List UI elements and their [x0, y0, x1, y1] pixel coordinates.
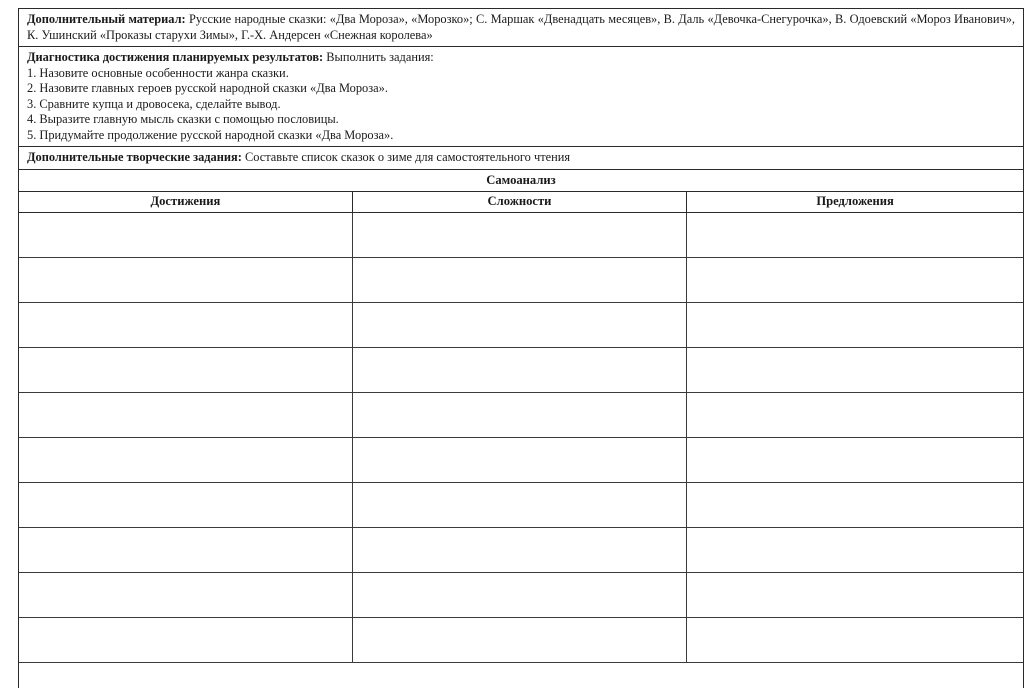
table-cell[interactable] — [19, 617, 352, 662]
table-cell[interactable] — [352, 482, 686, 527]
table-cell[interactable] — [19, 527, 352, 572]
table-cell[interactable] — [352, 572, 686, 617]
table-row — [19, 212, 1023, 257]
table-cell[interactable] — [687, 437, 1023, 482]
diagnostics-task-list — [27, 66, 1015, 144]
table-row — [19, 482, 1023, 527]
table-cell[interactable] — [19, 212, 352, 257]
self-analysis-title: Самоанализ — [19, 170, 1023, 192]
table-cell[interactable] — [352, 257, 686, 302]
table-cell[interactable] — [687, 212, 1023, 257]
table-cell[interactable] — [687, 527, 1023, 572]
table-cell[interactable] — [352, 617, 686, 662]
table-row — [19, 347, 1023, 392]
task-item: 3. Сравните купца и дровосека, сделайте вывод. — [27, 96, 281, 111]
table-cell[interactable] — [687, 257, 1023, 302]
table-row — [19, 257, 1023, 302]
additional-material-text: Русские народные сказки: «Два Мороза», «Морозко»; С. Маршак «Двенадцать месяцев», В. Даль «Девочка-Снегурочка», В. Одоевский «Мороз Иванович», К. Ушинский «Проказы старухи Зимы», Г.-Х. Андерсен «Снежная королева» — [27, 12, 1015, 42]
table-cell[interactable] — [19, 482, 352, 527]
table-cell[interactable] — [19, 257, 352, 302]
table-cell[interactable] — [352, 302, 686, 347]
column-header-achievements: Достижения — [19, 192, 352, 213]
diagnostics-section — [19, 47, 1023, 147]
table-cell[interactable] — [352, 212, 686, 257]
task-item: 4. Выразите главную мысль сказки с помощью пословицы. — [27, 112, 339, 126]
task-item: 1. Назовите основные особенности жанра сказки. — [27, 65, 289, 80]
table-cell[interactable] — [352, 347, 686, 392]
lesson-plan-sheet — [18, 8, 1024, 688]
table-cell[interactable] — [687, 572, 1023, 617]
diagnostics-intro: Выполнить задания: — [323, 50, 434, 64]
table-cell[interactable] — [687, 482, 1023, 527]
column-header-suggestions: Предложения — [687, 192, 1023, 213]
additional-material-section — [19, 9, 1023, 47]
table-cell[interactable] — [352, 392, 686, 437]
table-row — [19, 527, 1023, 572]
table-cell[interactable] — [19, 347, 352, 392]
additional-material-label: Дополнительный материал: — [27, 12, 186, 26]
table-cell[interactable] — [687, 392, 1023, 437]
table-row — [19, 572, 1023, 617]
table-cell[interactable] — [352, 527, 686, 572]
creative-tasks-section — [19, 147, 1023, 170]
task-item: 5. Придумайте продолжение русской народной сказки «Два Мороза». — [27, 127, 394, 142]
table-cell[interactable] — [19, 437, 352, 482]
table-row — [19, 617, 1023, 662]
column-header-difficulties: Сложности — [352, 192, 686, 213]
task-item: 2. Назовите главных героев русской народной сказки «Два Мороза». — [27, 81, 388, 95]
table-cell[interactable] — [19, 392, 352, 437]
table-row — [19, 392, 1023, 437]
self-analysis-table — [19, 192, 1023, 663]
table-cell[interactable] — [687, 617, 1023, 662]
table-row — [19, 302, 1023, 347]
creative-tasks-label: Дополнительные творческие задания: — [27, 150, 242, 164]
table-cell[interactable] — [687, 347, 1023, 392]
table-cell[interactable] — [687, 302, 1023, 347]
creative-tasks-text: Составьте список сказок о зиме для самостоятельного чтения — [241, 150, 571, 164]
table-row — [19, 437, 1023, 482]
table-header-row — [19, 192, 1023, 213]
table-cell[interactable] — [352, 437, 686, 482]
diagnostics-label: Диагностика достижения планируемых результатов: — [27, 50, 324, 64]
table-cell[interactable] — [19, 302, 352, 347]
table-cell[interactable] — [19, 572, 352, 617]
